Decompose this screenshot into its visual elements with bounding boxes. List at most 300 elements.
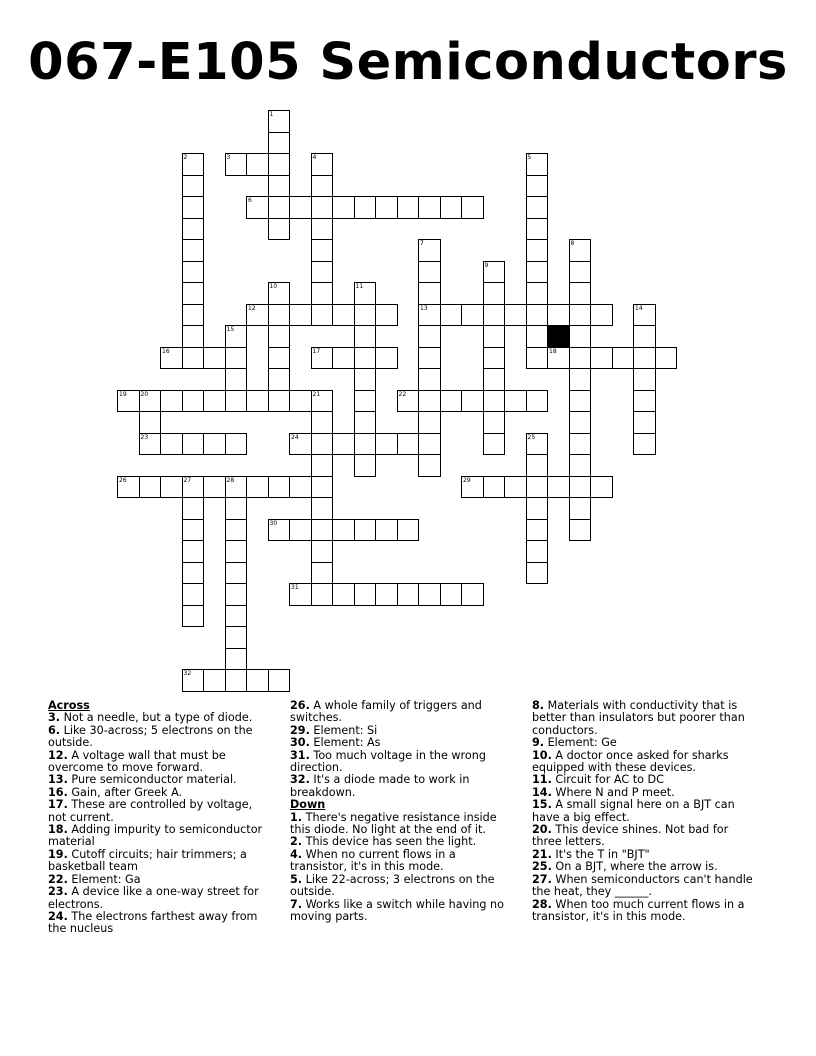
clue-number: 30.: [290, 736, 310, 750]
clue-text: Adding impurity to semiconductor material: [48, 823, 263, 849]
clue-item: [290, 874, 512, 899]
grid-cell[interactable]: [139, 390, 162, 413]
clue-text: A voltage wall that must be overcome to move forward.: [48, 748, 226, 775]
grid-cell[interactable]: [397, 433, 420, 456]
grid-cell[interactable]: [332, 433, 355, 456]
grid-cell[interactable]: [225, 433, 248, 456]
grid-cell[interactable]: [268, 282, 291, 305]
clue-text: Too much voltage in the wrong direction.: [290, 748, 486, 775]
grid-cell[interactable]: [418, 454, 441, 477]
grid-cell[interactable]: [246, 304, 269, 327]
grid-cell[interactable]: [526, 347, 549, 370]
grid-cell[interactable]: [160, 433, 183, 456]
grid-cell[interactable]: [289, 196, 312, 219]
grid-cell[interactable]: [569, 304, 592, 327]
clue-number: 22.: [48, 872, 68, 886]
grid-cell[interactable]: [225, 562, 248, 585]
grid-cell[interactable]: [268, 196, 291, 219]
clue-number: 28.: [532, 897, 552, 911]
grid-cell[interactable]: [354, 325, 377, 348]
clue-number: 7.: [290, 897, 303, 911]
grid-cell[interactable]: [182, 497, 205, 520]
grid-cell[interactable]: [289, 476, 312, 499]
grid-cell[interactable]: [268, 110, 291, 133]
grid-cell[interactable]: [461, 390, 484, 413]
grid-cell[interactable]: [160, 390, 183, 413]
grid-cell[interactable]: [268, 304, 291, 327]
clue-number: 12.: [48, 748, 68, 762]
grid-cell[interactable]: [139, 411, 162, 434]
grid-cell[interactable]: [483, 261, 506, 284]
grid-cell[interactable]: [526, 454, 549, 477]
grid-cell[interactable]: [526, 390, 549, 413]
grid-cell[interactable]: [483, 325, 506, 348]
clue-number: 26.: [290, 699, 310, 712]
clue-text: Circuit for AC to DC: [555, 773, 664, 787]
grid-cell[interactable]: [354, 196, 377, 219]
grid-cell[interactable]: [182, 239, 205, 262]
clue-text: A device like a one-way street for electrons.: [48, 885, 259, 911]
cell-number: 21: [312, 390, 321, 398]
clue-text: Not a needle, but a type of diode.: [63, 711, 253, 725]
grid-cell[interactable]: [311, 175, 334, 198]
grid-cell[interactable]: [526, 282, 549, 305]
grid-cell[interactable]: [354, 347, 377, 370]
grid-cell[interactable]: [139, 433, 162, 456]
grid-cell[interactable]: [268, 325, 291, 348]
grid-cell[interactable]: [354, 282, 377, 305]
grid-cell[interactable]: [268, 153, 291, 176]
grid-cell[interactable]: [246, 153, 269, 176]
grid-cell[interactable]: [397, 583, 420, 606]
grid-cell[interactable]: [268, 175, 291, 198]
grid-cell[interactable]: [332, 583, 355, 606]
grid-cell[interactable]: [354, 454, 377, 477]
grid-cell[interactable]: [633, 325, 656, 348]
grid-cell[interactable]: [526, 196, 549, 219]
grid-cell[interactable]: [418, 304, 441, 327]
grid-cell[interactable]: [160, 347, 183, 370]
grid-cell[interactable]: [483, 476, 506, 499]
grid-cell[interactable]: [418, 282, 441, 305]
clue-text: When no current flows in a transistor, it's in this mode.: [290, 847, 456, 874]
grid-cell[interactable]: [225, 605, 248, 628]
grid-cell[interactable]: [203, 669, 226, 692]
grid-cell[interactable]: [526, 153, 549, 176]
grid-cell[interactable]: [182, 540, 205, 563]
grid-cell[interactable]: [182, 196, 205, 219]
grid-cell[interactable]: [225, 368, 248, 391]
cell-number: 8: [570, 240, 575, 247]
clue-item: [48, 911, 270, 936]
grid-cell[interactable]: [375, 304, 398, 327]
grid-cell[interactable]: [246, 390, 269, 413]
grid-cell[interactable]: [182, 325, 205, 348]
grid-cell[interactable]: [289, 583, 312, 606]
grid-cell[interactable]: [268, 368, 291, 391]
grid-cell[interactable]: [225, 325, 248, 348]
grid-cell[interactable]: [526, 218, 549, 241]
grid-cell[interactable]: [117, 390, 140, 413]
clue-text: Works like a switch while having no moving parts.: [290, 897, 504, 923]
cell-number: 15: [226, 326, 235, 333]
grid-cell[interactable]: [182, 605, 205, 628]
grid-cell[interactable]: [311, 282, 334, 305]
grid-cell[interactable]: [483, 390, 506, 413]
grid-cell[interactable]: [483, 368, 506, 391]
clue-item: [532, 899, 760, 924]
clue-number: 5.: [290, 872, 303, 886]
clue-text: Like 22-across; 3 electrons on the outside.: [290, 872, 495, 899]
grid-cell[interactable]: [182, 282, 205, 305]
grid-cell[interactable]: [332, 347, 355, 370]
clue-text: Element: Ge: [547, 736, 617, 750]
grid-cell[interactable]: [418, 325, 441, 348]
cell-number: 25: [527, 433, 536, 441]
grid-cell[interactable]: [311, 497, 334, 520]
grid-cell[interactable]: [246, 476, 269, 499]
grid-cell[interactable]: [225, 583, 248, 606]
grid-block-cell: [547, 325, 570, 348]
grid-cell[interactable]: [225, 669, 248, 692]
grid-cell[interactable]: [354, 390, 377, 413]
grid-cell[interactable]: [311, 519, 334, 542]
clue-text: Element: As: [313, 736, 381, 750]
clue-text: Element: Ga: [71, 872, 141, 886]
grid-cell[interactable]: [375, 583, 398, 606]
grid-cell[interactable]: [440, 304, 463, 327]
clue-column-3: [532, 700, 760, 923]
grid-cell[interactable]: [526, 304, 549, 327]
clue-number: 21.: [532, 847, 552, 861]
cell-number: 11: [355, 283, 364, 290]
grid-cell[interactable]: [526, 519, 549, 542]
grid-cell[interactable]: [311, 218, 334, 241]
grid-cell[interactable]: [569, 325, 592, 348]
cell-number: 19: [119, 390, 127, 398]
grid-cell[interactable]: [311, 411, 334, 434]
grid-cell[interactable]: [246, 196, 269, 219]
grid-cell[interactable]: [246, 669, 269, 692]
clue-text: When semiconductors can't handle the heat, they ______.: [532, 872, 753, 899]
clue-text: There's negative resistance inside this diode. No light at the end of it.: [290, 810, 497, 837]
grid-cell[interactable]: [526, 562, 549, 585]
clue-column-2: [290, 700, 512, 923]
grid-cell[interactable]: [569, 476, 592, 499]
cell-number: 29: [463, 476, 471, 484]
clue-number: 10.: [532, 748, 552, 762]
grid-cell[interactable]: [354, 368, 377, 391]
grid-cell[interactable]: [182, 583, 205, 606]
grid-cell[interactable]: [569, 282, 592, 305]
grid-cell[interactable]: [483, 304, 506, 327]
grid-cell[interactable]: [225, 519, 248, 542]
grid-cell[interactable]: [182, 433, 205, 456]
grid-cell[interactable]: [289, 390, 312, 413]
cell-number: 9: [484, 261, 489, 269]
grid-cell[interactable]: [311, 239, 334, 262]
grid-cell[interactable]: [590, 304, 613, 327]
grid-cell[interactable]: [375, 519, 398, 542]
grid-cell[interactable]: [590, 347, 613, 370]
grid-cell[interactable]: [440, 390, 463, 413]
grid-cell[interactable]: [268, 476, 291, 499]
grid-cell[interactable]: [139, 476, 162, 499]
grid-cell[interactable]: [633, 433, 656, 456]
clue-number: 15.: [532, 798, 552, 812]
grid-cell[interactable]: [311, 347, 334, 370]
grid-cell[interactable]: [418, 390, 441, 413]
grid-cell[interactable]: [547, 347, 570, 370]
grid-cell[interactable]: [504, 476, 527, 499]
grid-cell[interactable]: [655, 347, 678, 370]
cell-number: 16: [162, 347, 170, 355]
clue-text: This device shines. Not bad for three letters.: [532, 823, 729, 849]
grid-cell[interactable]: [311, 433, 334, 456]
grid-cell[interactable]: [268, 519, 291, 542]
grid-cell[interactable]: [225, 476, 248, 499]
grid-cell[interactable]: [268, 347, 291, 370]
grid-cell[interactable]: [332, 304, 355, 327]
grid-cell[interactable]: [483, 282, 506, 305]
cell-number: 27: [183, 476, 192, 484]
clue-item: [48, 824, 270, 849]
clue-number: 11.: [532, 773, 552, 787]
grid-cell[interactable]: [289, 433, 312, 456]
cell-number: 30: [269, 519, 278, 527]
grid-cell[interactable]: [311, 562, 334, 585]
cell-number: 22: [398, 390, 407, 398]
clue-text: On a BJT, where the arrow is.: [555, 860, 718, 874]
cell-number: 20: [140, 390, 149, 398]
grid-cell[interactable]: [332, 196, 355, 219]
grid-cell[interactable]: [440, 196, 463, 219]
grid-cell[interactable]: [182, 562, 205, 585]
grid-cell[interactable]: [569, 411, 592, 434]
clue-number: 32.: [290, 773, 310, 787]
cell-number: 12: [248, 304, 256, 312]
grid-cell[interactable]: [182, 175, 205, 198]
grid-cell[interactable]: [311, 304, 334, 327]
grid-cell[interactable]: [182, 476, 205, 499]
grid-cell[interactable]: [225, 347, 248, 370]
grid-cell[interactable]: [440, 583, 463, 606]
grid-cell[interactable]: [418, 196, 441, 219]
grid-cell[interactable]: [311, 261, 334, 284]
grid-cell[interactable]: [203, 476, 226, 499]
grid-cell[interactable]: [504, 390, 527, 413]
grid-cell[interactable]: [225, 153, 248, 176]
grid-cell[interactable]: [182, 390, 205, 413]
grid-cell[interactable]: [569, 368, 592, 391]
grid-cell[interactable]: [311, 583, 334, 606]
clue-text: It's the T in "BJT": [555, 847, 650, 861]
grid-cell[interactable]: [289, 304, 312, 327]
clue-item: [290, 700, 512, 725]
grid-cell[interactable]: [504, 304, 527, 327]
grid-cell[interactable]: [418, 239, 441, 262]
grid-cell[interactable]: [182, 669, 205, 692]
across-heading: Across: [48, 699, 90, 712]
grid-cell[interactable]: [225, 497, 248, 520]
grid-cell[interactable]: [612, 347, 635, 370]
grid-cell[interactable]: [461, 304, 484, 327]
grid-cell[interactable]: [418, 347, 441, 370]
grid-cell[interactable]: [311, 454, 334, 477]
clue-number: 8.: [532, 699, 545, 712]
grid-cell[interactable]: [569, 433, 592, 456]
clue-item: [532, 824, 760, 849]
cell-number: 10: [269, 283, 278, 290]
grid-cell[interactable]: [354, 433, 377, 456]
clue-item: [290, 812, 512, 837]
clue-text: Like 30-across; 5 electrons on the outside.: [48, 723, 253, 750]
grid-cell[interactable]: [461, 476, 484, 499]
grid-cell[interactable]: [225, 390, 248, 413]
grid-cell[interactable]: [526, 476, 549, 499]
grid-cell[interactable]: [375, 196, 398, 219]
grid-cell[interactable]: [182, 347, 205, 370]
clue-text: Gain, after Greek A.: [71, 785, 183, 799]
cell-number: 1: [269, 111, 274, 118]
grid-cell[interactable]: [225, 540, 248, 563]
grid-cell[interactable]: [397, 390, 420, 413]
clue-item: [290, 774, 512, 799]
clue-text: Cutoff circuits; hair trimmers; a basketball team: [48, 847, 247, 874]
grid-cell[interactable]: [526, 239, 549, 262]
grid-cell[interactable]: [311, 390, 334, 413]
grid-cell[interactable]: [268, 669, 291, 692]
grid-cell[interactable]: [160, 476, 183, 499]
grid-cell[interactable]: [461, 196, 484, 219]
grid-cell[interactable]: [569, 261, 592, 284]
clue-number: 23.: [48, 885, 68, 899]
page-title: 067-E105 Semiconductors: [28, 33, 788, 92]
grid-cell[interactable]: [633, 390, 656, 413]
clue-number: 25.: [532, 860, 552, 874]
grid-cell[interactable]: [633, 368, 656, 391]
grid-cell[interactable]: [526, 540, 549, 563]
grid-cell[interactable]: [418, 261, 441, 284]
grid-cell[interactable]: [418, 583, 441, 606]
grid-cell[interactable]: [526, 261, 549, 284]
grid-cell[interactable]: [397, 196, 420, 219]
cell-number: 26: [119, 476, 127, 484]
grid-cell[interactable]: [569, 454, 592, 477]
grid-cell[interactable]: [203, 347, 226, 370]
grid-cell[interactable]: [354, 304, 377, 327]
grid-cell[interactable]: [268, 218, 291, 241]
clue-number: 13.: [48, 773, 68, 787]
grid-cell[interactable]: [117, 476, 140, 499]
grid-cell[interactable]: [547, 476, 570, 499]
grid-cell[interactable]: [311, 540, 334, 563]
cell-number: 18: [549, 347, 557, 355]
grid-cell[interactable]: [311, 153, 334, 176]
grid-cell[interactable]: [354, 519, 377, 542]
grid-cell[interactable]: [526, 325, 549, 348]
clue-text: Materials with conductivity that is better than insulators but poorer than conductors.: [532, 699, 745, 737]
clue-item: [48, 725, 270, 750]
grid-cell[interactable]: [203, 390, 226, 413]
grid-cell[interactable]: [268, 132, 291, 155]
down-heading: Down: [290, 798, 326, 812]
grid-cell[interactable]: [590, 476, 613, 499]
cell-number: 6: [248, 197, 252, 204]
grid-cell[interactable]: [311, 196, 334, 219]
grid-cell[interactable]: [225, 626, 248, 649]
grid-cell[interactable]: [354, 583, 377, 606]
grid-cell[interactable]: [182, 519, 205, 542]
clue-text: This device has seen the light.: [305, 835, 477, 849]
grid-cell[interactable]: [483, 433, 506, 456]
grid-cell[interactable]: [182, 304, 205, 327]
grid-cell[interactable]: [182, 153, 205, 176]
grid-cell[interactable]: [418, 411, 441, 434]
grid-cell[interactable]: [397, 519, 420, 542]
cell-number: 4: [312, 154, 317, 161]
grid-cell[interactable]: [526, 175, 549, 198]
grid-cell[interactable]: [418, 433, 441, 456]
clue-item: [532, 700, 760, 737]
grid-cell[interactable]: [526, 433, 549, 456]
grid-cell[interactable]: [354, 411, 377, 434]
clue-text: The electrons farthest away from the nucleus: [48, 909, 258, 936]
grid-cell[interactable]: [547, 304, 570, 327]
grid-cell[interactable]: [569, 347, 592, 370]
clue-number: 27.: [532, 872, 552, 886]
grid-cell[interactable]: [569, 239, 592, 262]
grid-cell[interactable]: [633, 411, 656, 434]
grid-cell[interactable]: [332, 519, 355, 542]
grid-cell[interactable]: [569, 497, 592, 520]
clue-number: 18.: [48, 823, 68, 837]
grid-cell[interactable]: [483, 347, 506, 370]
cell-number: 32: [183, 670, 192, 677]
grid-cell[interactable]: [311, 476, 334, 499]
clue-text: A small signal here on a BJT can have a big effect.: [532, 798, 735, 824]
grid-cell[interactable]: [461, 583, 484, 606]
grid-cell[interactable]: [633, 347, 656, 370]
grid-cell[interactable]: [633, 304, 656, 327]
grid-cell[interactable]: [203, 433, 226, 456]
grid-cell[interactable]: [182, 261, 205, 284]
clue-text: Element: Si: [313, 723, 378, 737]
clue-text: These are controlled by voltage, not current.: [48, 798, 253, 824]
grid-cell[interactable]: [526, 497, 549, 520]
grid-cell[interactable]: [418, 368, 441, 391]
cell-number: 7: [420, 240, 424, 247]
grid-cell[interactable]: [268, 390, 291, 413]
grid-cell[interactable]: [483, 411, 506, 434]
cell-number: 28: [226, 476, 235, 484]
grid-cell[interactable]: [182, 218, 205, 241]
grid-cell[interactable]: [569, 390, 592, 413]
clue-text: A doctor once asked for sharks equipped with these devices.: [532, 748, 729, 775]
clue-item: [290, 849, 512, 874]
cell-number: 13: [420, 304, 428, 312]
grid-cell[interactable]: [289, 519, 312, 542]
clue-item: [532, 874, 760, 899]
cell-number: 14: [635, 304, 643, 312]
grid-cell[interactable]: [375, 347, 398, 370]
grid-cell[interactable]: [375, 433, 398, 456]
clue-text: Pure semiconductor material.: [71, 773, 237, 787]
clue-item: [48, 799, 270, 824]
clue-text: Where N and P meet.: [555, 785, 675, 799]
grid-cell[interactable]: [225, 648, 248, 671]
grid-cell[interactable]: [569, 519, 592, 542]
